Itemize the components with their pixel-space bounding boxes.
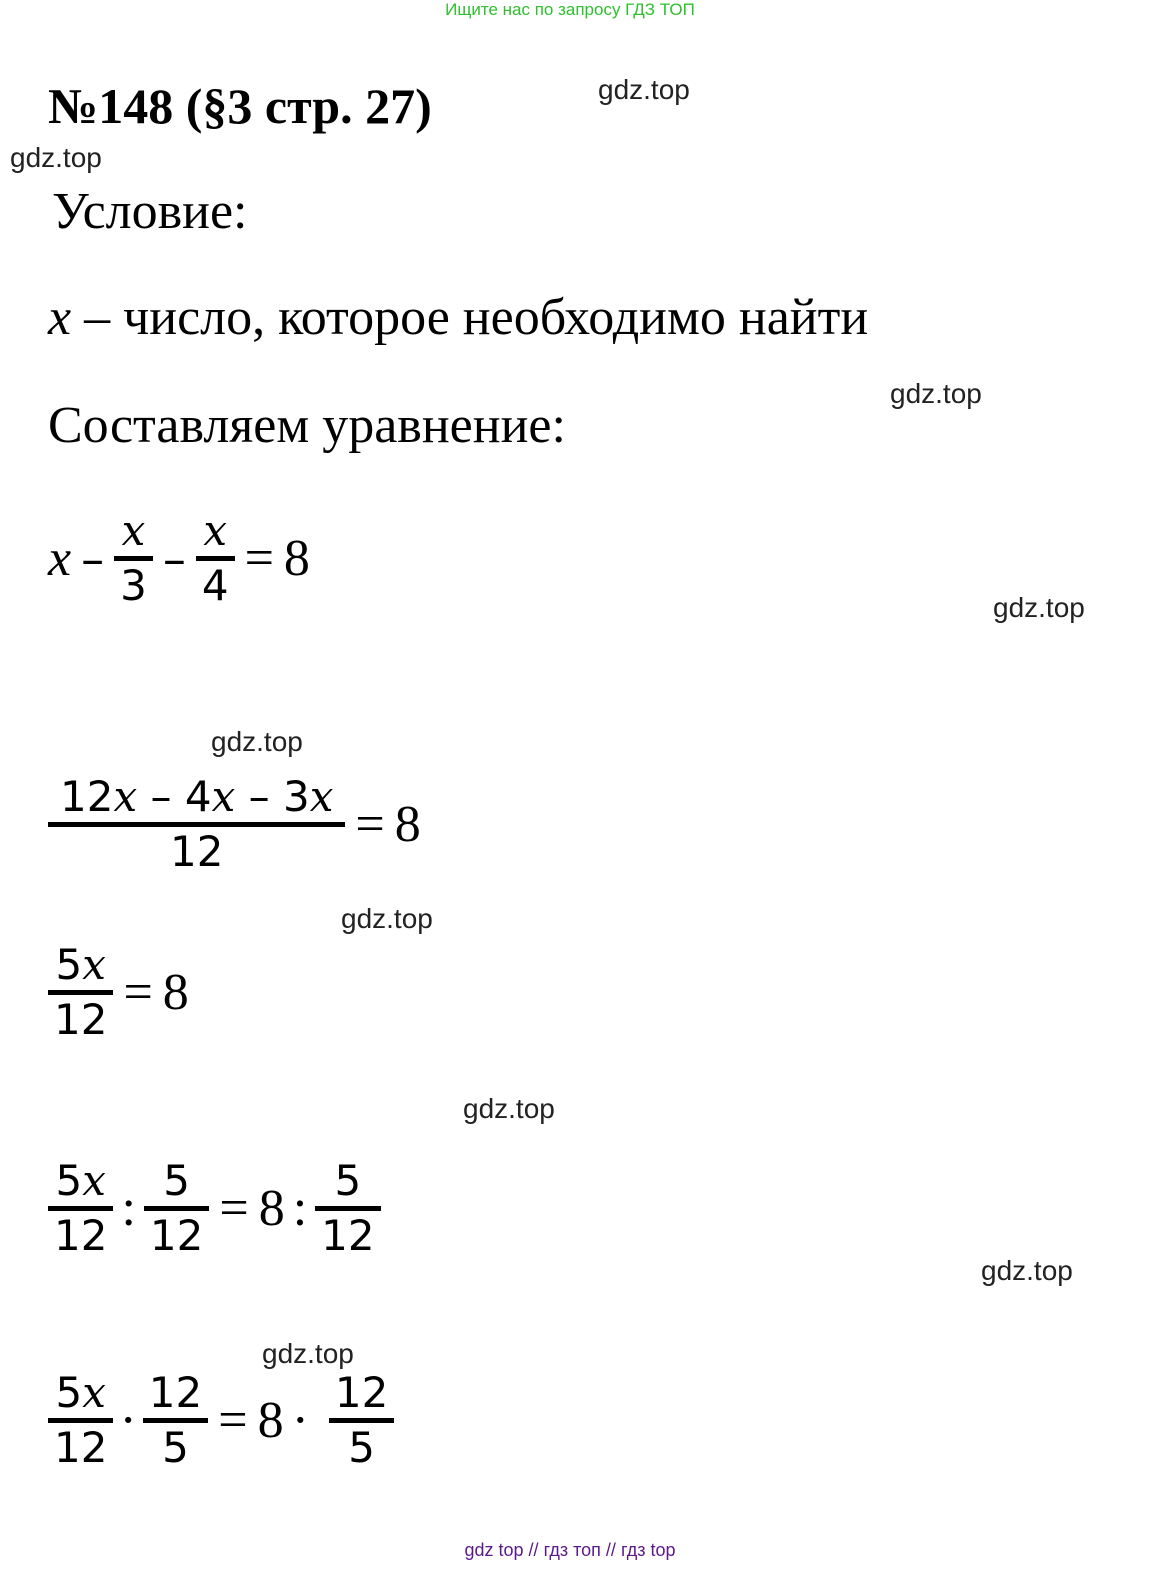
- watermark: gdz.top: [981, 1255, 1073, 1286]
- eq1-minus-2: –: [162, 531, 186, 586]
- footer-separator: //: [528, 1540, 539, 1560]
- eq2-equals: =: [355, 796, 385, 853]
- eq2-fraction: [48, 772, 345, 877]
- equation-5: [48, 1368, 394, 1473]
- eq4-divide-1: :: [121, 1180, 136, 1237]
- equation-2: [48, 772, 421, 877]
- eq5-mid: 8: [257, 1392, 284, 1449]
- footer-link-1[interactable]: gdz top: [464, 1540, 524, 1560]
- variable-symbol: x: [48, 289, 72, 346]
- eq3-rhs: 8: [162, 964, 189, 1021]
- eq4-fraction-1: [48, 1156, 113, 1261]
- eq3-denominator: 12: [54, 995, 108, 1044]
- eq5-equals: =: [218, 1392, 248, 1449]
- eq5-fraction-2: [143, 1368, 208, 1473]
- top-banner: Ищите нас по запросу ГДЗ ТОП: [445, 0, 695, 19]
- eq1-x: x: [48, 530, 72, 587]
- eq4-f1-numerator: 5x: [55, 1156, 106, 1205]
- eq2-numerator: 12x – 4x – 3x: [60, 772, 334, 821]
- eq5-f3-denominator: 5: [348, 1423, 375, 1472]
- eq1-minus-1: –: [81, 531, 105, 586]
- footer-link-3[interactable]: гдз top: [620, 1540, 676, 1560]
- eq5-fraction-3: [329, 1368, 394, 1473]
- condition-label: Условие:: [52, 183, 248, 240]
- watermark: gdz.top: [211, 726, 303, 757]
- eq1-f2-numerator: x: [203, 506, 228, 555]
- footer-links: [0, 1540, 1140, 1561]
- equation-4: [48, 1156, 381, 1261]
- watermark: gdz.top: [262, 1338, 354, 1369]
- eq1-rhs: 8: [283, 530, 310, 587]
- eq3-fraction: [48, 940, 113, 1045]
- eq4-divide-2: :: [292, 1180, 308, 1237]
- footer-separator: //: [605, 1540, 616, 1560]
- watermark: gdz.top: [341, 903, 433, 934]
- eq5-f2-numerator: 12: [148, 1368, 203, 1417]
- eq4-f2-numerator: 5: [163, 1156, 190, 1205]
- eq4-mid: 8: [258, 1180, 285, 1237]
- eq1-fraction-1: [114, 506, 153, 611]
- eq3-numerator: 5x: [55, 940, 106, 989]
- eq1-f1-numerator: x: [121, 506, 146, 555]
- equation-1: [48, 506, 310, 611]
- eq4-f3-numerator: 5: [334, 1156, 362, 1205]
- eq2-rhs: 8: [394, 796, 421, 853]
- equation-label: Составляем уравнение:: [48, 397, 566, 454]
- eq1-fraction-2: [196, 506, 235, 611]
- eq5-f1-numerator: 5x: [55, 1368, 106, 1417]
- eq4-fraction-2: [144, 1156, 209, 1261]
- watermark: gdz.top: [10, 142, 102, 173]
- eq5-f3-numerator: 12: [334, 1368, 389, 1417]
- eq3-equals: =: [123, 964, 153, 1021]
- watermark: gdz.top: [890, 378, 982, 409]
- eq5-fraction-1: [48, 1368, 113, 1473]
- eq1-f1-denominator: 3: [120, 561, 147, 610]
- eq4-equals: =: [219, 1180, 249, 1237]
- eq1-f2-denominator: 4: [201, 561, 229, 610]
- eq5-f1-denominator: 12: [54, 1423, 108, 1472]
- eq4-f2-denominator: 12: [149, 1211, 204, 1260]
- watermark: gdz.top: [463, 1093, 555, 1124]
- eq5-dot-2: ·: [291, 1392, 309, 1449]
- eq4-f1-denominator: 12: [54, 1211, 108, 1260]
- eq2-denominator: 12: [169, 827, 224, 876]
- page-title: №148 (§3 стр. 27): [48, 78, 432, 134]
- watermark: gdz.top: [993, 592, 1085, 623]
- variable-definition: [48, 288, 868, 348]
- eq4-f3-denominator: 12: [321, 1211, 375, 1260]
- eq5-dot-1: ·: [119, 1392, 137, 1449]
- eq1-equals: =: [244, 530, 274, 587]
- variable-description: – число, которое необходимо найти: [71, 289, 869, 346]
- eq5-f2-denominator: 5: [162, 1423, 189, 1472]
- footer-link-2[interactable]: гдз топ: [543, 1540, 601, 1560]
- eq4-fraction-3: [315, 1156, 380, 1261]
- watermark: gdz.top: [598, 74, 690, 105]
- equation-3: [48, 940, 189, 1045]
